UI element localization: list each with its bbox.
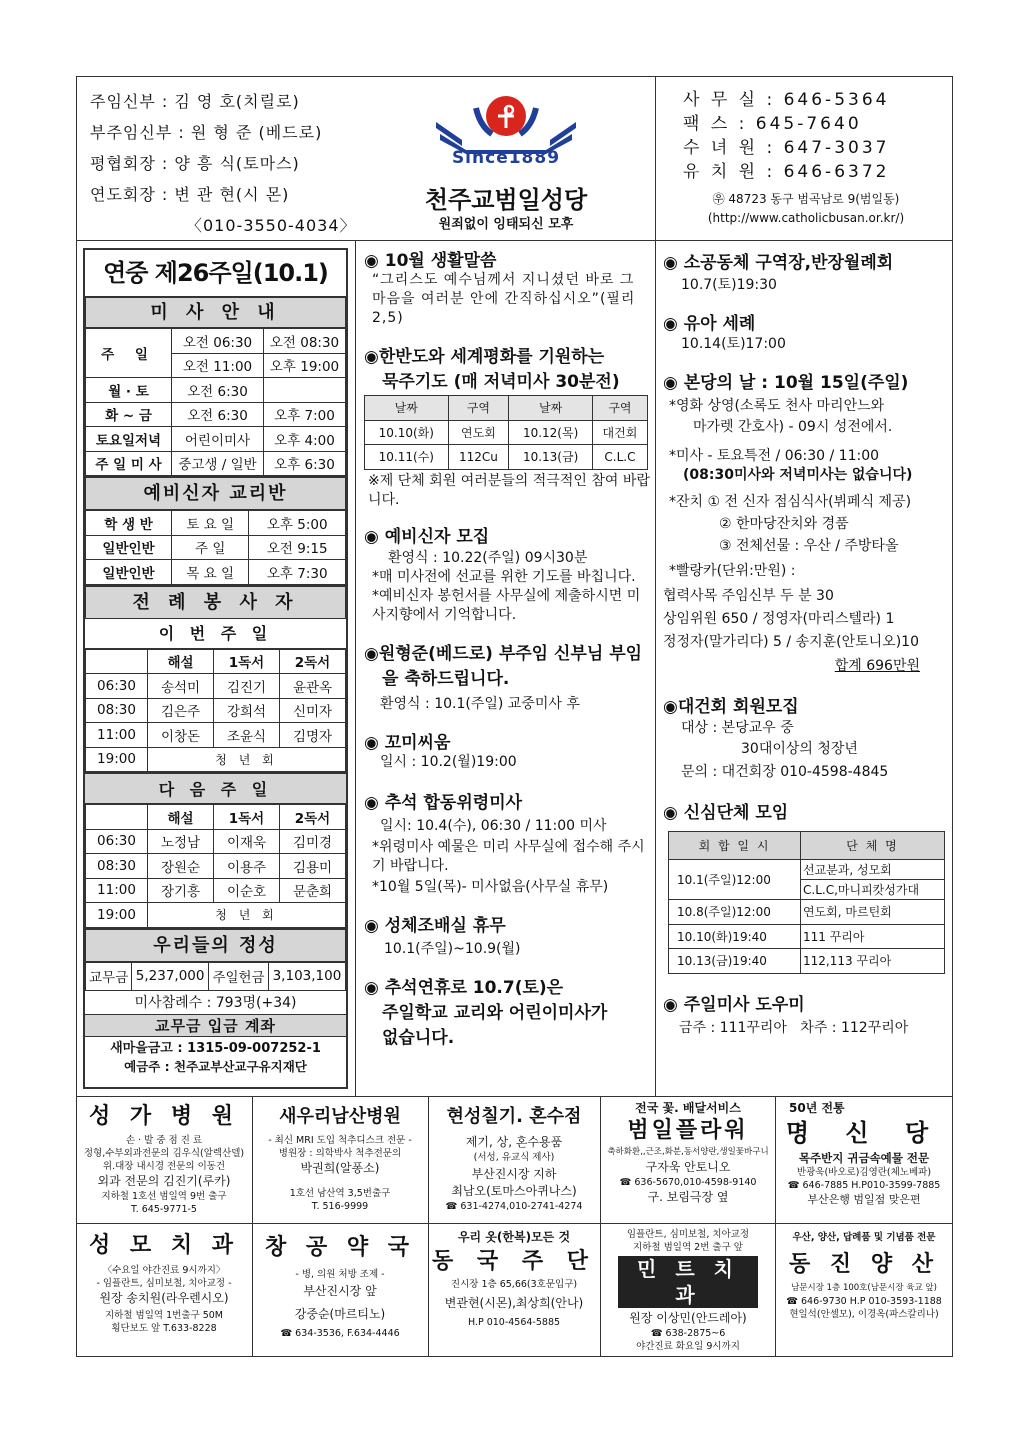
website-url[interactable]: (http://www.catholicbusan.or.kr/) (707, 211, 905, 225)
serve-cell: 김진기 (214, 674, 280, 699)
ad-mint-dental (602, 1228, 774, 1354)
rosary-cell: C.L.C (592, 445, 647, 470)
ads-top-line (76, 1096, 953, 1097)
mass-cell: 토요일저녁 (86, 427, 172, 452)
serve-head-cell: 1독서 (214, 649, 280, 674)
funeral-phone: 〈010-3550-4034〉 (186, 216, 357, 235)
council-president: 평협회장 : 양 흥 식(토마스) (90, 154, 300, 173)
attendance: 미사참례수 : 793명(+34) (85, 991, 346, 1015)
r4-text: 문의 : 대건회장 010-4598-4845 (681, 764, 889, 780)
s4-heading-1: ◉원형준(베드로) 부주임 신부님 부임 (364, 643, 643, 664)
ad-line: ☎ 631-4274,010-2741-4274 (445, 1201, 583, 1212)
ad-divider (252, 1096, 253, 1357)
serve-cell: 19:00 (86, 747, 148, 772)
offering-table (85, 962, 346, 991)
ad-sungmo-dental (78, 1228, 250, 1354)
table-row (669, 949, 945, 974)
serve-cell: 문춘희 (280, 878, 346, 903)
r3-text: ③ 전체선물 : 우산 / 주방타올 (719, 538, 899, 554)
s3-text-2: *매 미사전에 선교를 위한 기도를 바칩니다. (372, 568, 636, 585)
ad-line: 원장 송치원(라우렌시오) (99, 1291, 229, 1305)
r3-heading: ◉ 본당의 날 : 10월 15일(주일) (663, 373, 909, 393)
s3-text-3: *예비신자 봉헌서를 사무실에 제출하시면 미사지향에서 기억합니다. (372, 587, 641, 623)
serve-cell: 06:30 (86, 829, 148, 854)
right-column (663, 248, 948, 1038)
devotion-cell: 10.1(주일)12:00 (669, 860, 801, 900)
r3-text: *미사 - 토요특전 / 06:30 / 11:00 (669, 448, 880, 464)
ad-changgong-pharmacy (254, 1228, 426, 1354)
table-row (86, 402, 346, 427)
ad-name: 새우리남산병원 (279, 1106, 401, 1127)
table-row (365, 420, 648, 445)
rosary-cell: 10.11(수) (365, 445, 449, 470)
r2-heading: ◉ 유아 세례 (663, 314, 756, 334)
ad-name: 성 가 병 원 (89, 1104, 239, 1129)
rosary-cell: 10.13(금) (509, 445, 593, 470)
mass-title: 미 사 안 내 (85, 296, 346, 328)
offer-cell: 5,237,000 (132, 962, 209, 990)
serve-cell: 이재욱 (214, 829, 280, 854)
r6-heading: ◉ 주일미사 도우미 (663, 994, 805, 1015)
ad-line: 병원장 : 의학박사 척추전문의 (278, 1148, 402, 1159)
this-week-title: 이 번 주 일 (85, 619, 346, 649)
serve-cell: 이용주 (214, 854, 280, 879)
header-right-divider (655, 76, 656, 240)
devotion-cell: 선교분과, 성모회 (801, 860, 945, 880)
ad-line: 횡단보도 앞 T.633-8228 (111, 1323, 217, 1334)
r4-text: 대상 : 본당교우 중 (681, 720, 794, 736)
mass-cell: 월 · 토 (86, 378, 172, 403)
serve-cell: 장원순 (148, 854, 214, 879)
serve-cell: 11:00 (86, 723, 148, 748)
ad-line: 진시장 1층 65,66(3호문입구) (450, 1279, 578, 1290)
ad-line: H.P 010-4564-5885 (467, 1317, 561, 1328)
ad-line: 1호선 남산역 3,5번출구 (289, 1188, 391, 1199)
serve-cell: 청 년 회 (148, 747, 346, 772)
devotion-cell: 10.8(주일)12:00 (669, 900, 801, 925)
serve-cell: 강희석 (214, 698, 280, 723)
col-divider-1 (355, 240, 356, 1096)
serve-cell: 윤관옥 (280, 674, 346, 699)
s2-note: ※제 단체 회원 여러분들의 적극적인 참여 바랍니다. (368, 472, 650, 508)
this-week-table (85, 649, 346, 773)
ad-line: - 최신 MRI 도입 척추디스크 전문 - (268, 1135, 412, 1146)
serve-cell: 08:30 (86, 854, 148, 879)
ad-line: 박권희(알퐁소) (300, 1161, 380, 1175)
ad-dongguk-judan (430, 1228, 598, 1354)
s6-text-1: 일시: 10.4(수), 06:30 / 11:00 미사 (380, 817, 607, 834)
catechism-table (85, 510, 346, 585)
s1-heading: ◉ 10월 생활말씀 (364, 251, 497, 271)
ad-divider (775, 1096, 776, 1357)
s6-text-2: *위령미사 예물은 미리 사무실에 접수해 주시기 바랍니다. (372, 838, 645, 874)
serve-head-cell: 2독서 (280, 649, 346, 674)
ad-line: 부산진시장 지하 (471, 1167, 557, 1181)
serve-cell: 11:00 (86, 878, 148, 903)
offering-title: 우리들의 정성 (85, 928, 346, 962)
offer-cell: 주일헌금 (209, 962, 269, 990)
r3-text: ② 한마당잔치와 경품 (719, 516, 849, 532)
office-phone: 사 무 실 : 646-5364 (683, 90, 890, 110)
logo-since: Since1889 (451, 148, 561, 168)
mass-cell: 주 일 (86, 329, 172, 378)
ad-myungsin (777, 1100, 951, 1220)
serve-cell: 김용미 (280, 854, 346, 879)
ad-name: 성 모 치 과 (89, 1233, 239, 1258)
r2-text: 10.14(토)17:00 (681, 336, 786, 352)
table-row (365, 396, 648, 421)
ad-line: 구자욱 안토니오 (645, 1160, 731, 1174)
rosary-head: 날짜 (365, 396, 449, 421)
cate-cell: 학 생 반 (86, 511, 172, 536)
serve-cell: 19:00 (86, 903, 148, 928)
ad-line: T. 645-9771-5 (131, 1204, 197, 1215)
ad-line: T. 516-9999 (311, 1201, 369, 1212)
table-row (86, 805, 346, 830)
serve-head-cell: 해설 (148, 805, 214, 830)
ad-line: 야간진료 화요일 9시까지 (636, 1341, 740, 1352)
table-row (669, 924, 945, 949)
devotion-cell: C.L.C,마니피캇성가대 (801, 880, 945, 900)
r3-total: 합계 696만원 (834, 658, 920, 674)
ad-line: 원장 이상민(안드레아) (629, 1311, 747, 1325)
funeral-president: 연도회장 : 변 관 현(시 몬) (90, 185, 290, 204)
serve-head-cell: 해설 (148, 649, 214, 674)
serve-cell: 노정남 (148, 829, 214, 854)
serve-head-cell (86, 805, 148, 830)
r3-text: 정정자(말가리다) 5 / 송지훈(안토니오)10 (663, 634, 919, 650)
table-row (669, 900, 945, 925)
ad-name: 창 공 약 국 (265, 1235, 415, 1260)
contact-list (683, 88, 889, 184)
devotion-cell: 10.13(금)19:40 (669, 949, 801, 974)
cate-cell: 오전 9:15 (249, 535, 346, 560)
ad-dongjin-umbrella (777, 1228, 951, 1354)
ad-line: 50년 전통 (789, 1101, 845, 1115)
ad-line: 전국 꽃. 배달서비스 (635, 1101, 741, 1115)
ad-line: 지하철 범일역 2번 출구 앞 (633, 1242, 743, 1253)
serve-head-cell: 1독서 (214, 805, 280, 830)
ad-line: 부산진시장 앞 (303, 1284, 377, 1298)
catechism-title: 예비신자 교리반 (85, 476, 346, 510)
table-row (365, 445, 648, 470)
devotion-cell: 10.10(화)19:40 (669, 924, 801, 949)
s2-heading-2: 묵주기도 (매 저녁미사 30분전) (382, 372, 620, 392)
assistant-pastor: 부주임신부 : 원 형 준 (베드로) (90, 123, 323, 142)
r3-text: 협력사목 주임신부 두 분 30 (663, 588, 834, 604)
rosary-cell: 연도회 (448, 420, 509, 445)
kindergarten-phone: 유 치 원 : 646-6372 (683, 162, 890, 182)
s8-heading-1: ◉ 추석연휴로 10.7(토)은 (364, 977, 564, 998)
ad-line: - 병, 의원 처방 조제 - (295, 1269, 385, 1280)
table-row (86, 723, 346, 748)
rosary-head: 구역 (448, 396, 509, 421)
mass-cell: 오전 08:30 (264, 329, 346, 354)
ad-line: 목주반지 귀금속예물 전문 (798, 1151, 930, 1165)
table-row (86, 329, 346, 354)
table-row (86, 903, 346, 928)
convent-phone: 수 녀 원 : 647-3037 (683, 138, 890, 158)
ad-line: 임플란트, 심미보철, 치아교정 (626, 1229, 750, 1240)
r6-text: 금주 : 111꾸리아 차주 : 112꾸리아 (679, 1019, 909, 1036)
table-row (86, 962, 346, 990)
col-divider-2 (655, 240, 656, 1096)
mass-cell: 오후 19:00 (264, 353, 346, 378)
ad-line: ☎ 646-9730 H.P 010-3593-1188 (786, 1296, 942, 1307)
s1-text: “그리스도 예수님께서 지니셨던 바로 그 마음을 여러분 안에 간직하십시오”(필리 2,5) (372, 272, 636, 326)
offer-cell: 교무금 (86, 962, 132, 990)
address: ㉾ 48723 동구 범곡남로 9(범일동) (712, 192, 900, 206)
ad-saeuri-hospital (254, 1100, 426, 1220)
cate-cell: 목 요 일 (172, 560, 249, 585)
ad-line: (서성, 유교식 제사) (473, 1152, 555, 1163)
s8-heading-2: 주일학교 교리와 어린이미사가 (382, 1002, 608, 1023)
serve-cell: 김은주 (148, 698, 214, 723)
mass-cell: 오후 7:00 (264, 402, 346, 427)
mass-cell: 오후 6:30 (264, 451, 346, 476)
r4-heading: ◉대건회 회원모집 (663, 697, 799, 717)
ad-line: - 임플란트, 심미보철, 치아교정 - (96, 1278, 232, 1289)
ad-line: 구. 보림극장 옆 (647, 1190, 729, 1204)
ad-name: 민 트 치 과 (618, 1256, 758, 1308)
s5-heading: ◉ 꼬미씨움 (364, 732, 451, 753)
rosary-cell: 10.12(목) (509, 420, 593, 445)
table-row (86, 878, 346, 903)
serve-head-cell: 2독서 (280, 805, 346, 830)
ads-mid-line (76, 1223, 953, 1224)
devotion-table (668, 831, 945, 974)
s7-text: 10.1(주일)~10.9(월) (384, 940, 521, 957)
ad-line: 축하화환,,근조,화분,동서양란,생일꽃바구니 (607, 1147, 769, 1157)
mass-cell: 주 일 미 사 (86, 451, 172, 476)
mass-cell: 오전 6:30 (172, 402, 264, 427)
cate-cell: 토 요 일 (172, 511, 249, 536)
next-week-table (85, 804, 346, 928)
mass-table (85, 328, 346, 476)
sunday-title: 연중 제26주일(10.1) (103, 259, 328, 287)
table-row (86, 427, 346, 452)
ad-line: 우산, 양산, 답례품 및 기념품 전문 (792, 1232, 936, 1243)
serve-cell: 청 년 회 (148, 903, 346, 928)
table-row (86, 747, 346, 772)
devotion-cell: 112,113 꾸리아 (801, 949, 945, 974)
ad-line: 외과 전문의 김진기(루카) (97, 1174, 231, 1188)
s3-heading: ◉ 예비신자 모집 (364, 526, 490, 547)
rosary-cell: 10.10(화) (365, 420, 449, 445)
r3-text: 상임위원 650 / 정영자(마리스텔라) 1 (663, 611, 895, 627)
serve-cell: 08:30 (86, 698, 148, 723)
serve-cell: 이창돈 (148, 723, 214, 748)
ad-line: 강중순(마르티노) (294, 1307, 386, 1321)
left-column (83, 248, 348, 1089)
mass-cell: 오전 06:30 (172, 329, 264, 354)
s4-heading-2: 을 축하드립니다. (382, 668, 510, 689)
mass-cell: 화 ~ 금 (86, 402, 172, 427)
s3-text-1: 환영식 : 10.22(주일) 09시30분 (388, 549, 588, 566)
ad-line: ☎ 634-3536, F.634-4446 (280, 1328, 400, 1339)
serve-cell: 장기흥 (148, 878, 214, 903)
staff-list (90, 86, 357, 241)
r5-heading: ◉ 신심단체 모임 (663, 803, 789, 823)
ad-line: 남문시장 1층 100호(남문시장 육교 앞) (791, 1283, 937, 1293)
mass-cell: 중고생 / 일반 (172, 451, 264, 476)
mass-cell (264, 378, 346, 403)
ad-beomil-flower (602, 1100, 774, 1220)
serve-cell: 조윤식 (214, 723, 280, 748)
r3-text: 마가렛 간호사) - 09시 성전에서. (693, 419, 893, 435)
table-row (86, 649, 346, 674)
table-row (86, 829, 346, 854)
cate-cell: 일반인반 (86, 560, 172, 585)
ad-line: 제기, 상, 혼수용품 (465, 1135, 563, 1149)
r3-text: *영화 상영(소록도 천사 마리안느와 (669, 398, 885, 414)
church-name: 천주교범일성당 (424, 186, 588, 214)
next-week-title: 다 음 주 일 (85, 772, 346, 804)
table-row (86, 560, 346, 585)
church-subtitle: 원죄없이 잉태되신 모후 (438, 217, 574, 232)
r1-text: 10.7(토)19:30 (681, 277, 777, 293)
pastor: 주임신부 : 김 영 호(치릴로) (90, 92, 300, 111)
ad-name: 범일플라워 (627, 1118, 749, 1143)
s5-text: 일시 : 10.2(월)19:00 (380, 753, 517, 770)
ad-line: 반광욱(바오로)김영란(체노베파) (796, 1167, 932, 1178)
ad-name: 명 신 당 (785, 1119, 943, 1147)
fax: 팩 스 : 645-7640 (683, 114, 862, 134)
ad-line: 위.대장 내시경 전문의 이동건 (102, 1161, 226, 1172)
table-row (669, 832, 945, 860)
middle-column (364, 246, 650, 1048)
serve-cell: 김명자 (280, 723, 346, 748)
rosary-table (364, 395, 648, 470)
devotion-head: 단 체 명 (801, 832, 945, 860)
ad-line: ☎ 636-5670,010-4598-9140 (619, 1177, 757, 1188)
ad-line: 최남오(토마스아퀴나스) (451, 1184, 577, 1198)
ad-line: 지하철 범일역 1번출구 50M (105, 1310, 223, 1321)
serve-cell: 이순호 (214, 878, 280, 903)
offer-cell: 3,103,100 (268, 962, 345, 990)
ad-divider (428, 1096, 429, 1357)
ad-line: 지하철 1호선 범일역 9번 출구 (101, 1191, 227, 1202)
ad-line: ☎ 646-7885 H.P010-3599-7885 (787, 1180, 941, 1191)
s6-heading: ◉ 추석 합동위령미사 (364, 792, 523, 813)
r3-text: *빨랑카(단위:만원) : (669, 563, 796, 579)
ad-line: 정형,수부외과전문의 김우식(알렉산델) (83, 1148, 245, 1159)
table-row (86, 451, 346, 476)
serve-cell: 김미경 (280, 829, 346, 854)
table-row (669, 860, 945, 880)
ad-line: 〈수요일 야간진료 9시까지〉 (102, 1265, 226, 1276)
ad-line: 우리 옷(한복)모든 것 (457, 1230, 571, 1244)
mass-cell: 어린이미사 (172, 427, 264, 452)
serve-cell: 송석미 (148, 674, 214, 699)
table-row (86, 511, 346, 536)
r4-text: 30대이상의 청장년 (741, 741, 858, 757)
table-row (86, 378, 346, 403)
rosary-cell: 112Cu (448, 445, 509, 470)
s2-heading-1: ◉한반도와 세계평화를 기원하는 (364, 347, 605, 367)
r3-text: *잔치 ① 전 신자 점심식사(뷔페식 제공) (669, 494, 912, 510)
rosary-head: 구역 (592, 396, 647, 421)
rosary-head: 날짜 (509, 396, 593, 421)
ad-name: 동 진 양 산 (789, 1252, 939, 1277)
table-row (86, 674, 346, 699)
serve-head-cell (86, 649, 148, 674)
table-row (86, 698, 346, 723)
cate-cell: 오후 7:30 (249, 560, 346, 585)
ad-name: 현성칠기. 혼수점 (446, 1106, 582, 1127)
rosary-cell: 대건회 (592, 420, 647, 445)
mass-cell: 오후 4:00 (264, 427, 346, 452)
cate-cell: 주 일 (172, 535, 249, 560)
servers-title: 전 례 봉 사 자 (85, 585, 346, 619)
s6-text-3: *10월 5일(목)- 미사없음(사무실 휴무) (372, 878, 609, 895)
account-holder: 예금주 : 천주교부산교구유지재단 (124, 1058, 307, 1074)
serve-cell: 06:30 (86, 674, 148, 699)
cate-cell: 오후 5:00 (249, 511, 346, 536)
ad-line: 현일석(안셀모), 이경옥(파스칼리나) (789, 1309, 939, 1320)
ad-name: 동 국 주 단 (432, 1249, 596, 1274)
r1-heading: ◉ 소공동체 구역장,반장월례회 (663, 253, 894, 273)
table-row (86, 535, 346, 560)
account-title: 교무금 입금 계좌 (85, 1015, 346, 1037)
mass-cell: 오전 11:00 (172, 353, 264, 378)
devotion-cell: 111 꾸리아 (801, 924, 945, 949)
r3-text: (08:30미사와 저녁미사는 없습니다) (683, 467, 913, 483)
ad-divider (600, 1096, 601, 1357)
ad-line: 부산은행 범일점 맞은편 (807, 1193, 921, 1206)
ad-hyunsung (430, 1100, 598, 1220)
s7-heading: ◉ 성체조배실 휴무 (364, 915, 506, 936)
ad-line: ☎ 638-2875~6 (650, 1328, 726, 1339)
ad-line: 손 · 발 중 점 진 료 (125, 1135, 203, 1146)
cate-cell: 일반인반 (86, 535, 172, 560)
ad-line: 변관현(시몬),최상희(안나) (444, 1296, 584, 1310)
serve-cell: 신미자 (280, 698, 346, 723)
devotion-cell: 연도회, 마르틴회 (801, 900, 945, 925)
s4-text: 환영식 : 10.1(주일) 교중미사 후 (380, 695, 580, 712)
table-row (86, 854, 346, 879)
mass-cell: 오전 6:30 (172, 378, 264, 403)
devotion-head: 회 합 일 시 (669, 832, 801, 860)
s8-heading-3: 없습니다. (382, 1027, 455, 1048)
account-number: 새마을금고 : 1315-09-007252-1 (110, 1040, 321, 1056)
ad-sungga-hospital (78, 1100, 250, 1220)
